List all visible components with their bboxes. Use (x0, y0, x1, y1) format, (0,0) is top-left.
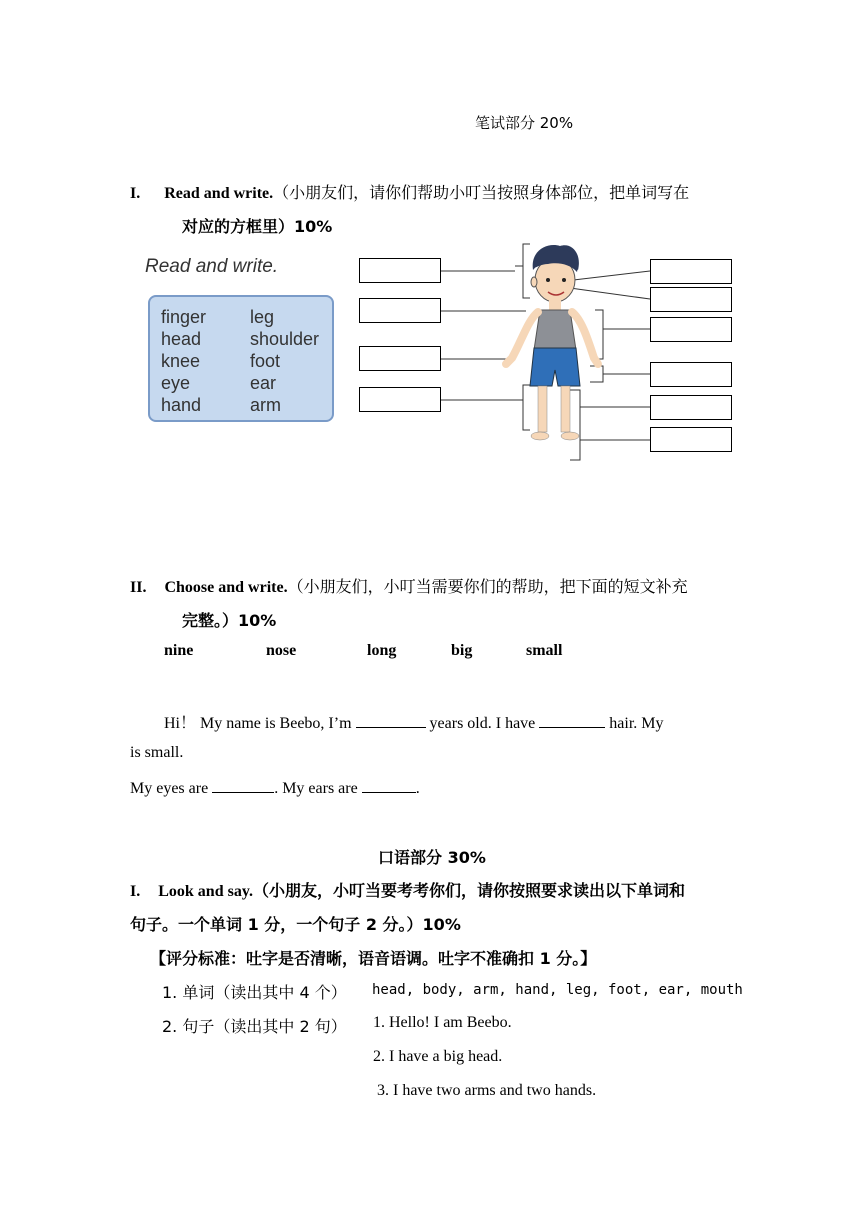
word-head: head (161, 329, 202, 349)
answer-box-left-2[interactable] (359, 298, 441, 323)
answer-box-left-1[interactable] (359, 258, 441, 283)
section2-heading-cont (182, 608, 276, 631)
passage-text-1b: years old. I have (429, 715, 536, 732)
option-nose: nose (266, 642, 297, 659)
blank-2[interactable] (539, 713, 605, 728)
passage-text-2c: . (415, 780, 420, 797)
passage-text-1a: Hi！ My name is Beebo, I’m (164, 715, 352, 732)
passage-text-1c: hair. My (609, 715, 664, 732)
oral-item1-words: head, body, arm, hand, leg, foot, ear, mouth (372, 982, 743, 998)
oral-section1-heading-cont: 句子。一个单词 1 分，一个句子 2 分。）10% (130, 915, 461, 934)
option-nine: nine (164, 642, 194, 659)
oral-section1-heading-en: Look and say. (158, 883, 253, 900)
oral-part-title: 口语部分 30% (378, 848, 486, 867)
word-leg: leg (250, 307, 275, 327)
section1-heading-cont (182, 214, 332, 237)
word-foot: foot (250, 351, 281, 371)
word-bank (148, 295, 334, 422)
scoring-criteria: 【评分标准：吐字是否清晰，语音语调。吐字不准确扣 1 分。】 (150, 949, 597, 968)
oral-item1-label: 1. 单词（读出其中 4 个） (162, 983, 347, 1002)
oral-section1-heading-cn: （小朋友，小叮当要考考你们，请你按照要求读出以下单词和 (252, 881, 685, 900)
section2-heading-en: Choose and write. (164, 579, 288, 596)
word-shoulder: shoulder (250, 329, 320, 349)
word-eye: eye (161, 373, 191, 393)
section1-heading-cn-2: 对应的方框里）10% (182, 217, 333, 236)
sentence-2: 2. I have a big head. (373, 1048, 503, 1065)
word-arm: arm (250, 395, 281, 415)
blank-3[interactable] (212, 778, 274, 793)
word-ear: ear (250, 373, 277, 393)
oral-section1-heading (130, 878, 740, 901)
boy-body-illustration (430, 240, 760, 465)
oral-section1-number: I. (130, 883, 141, 900)
section1-heading (130, 180, 740, 203)
section1-number: I. (130, 185, 141, 202)
passage-line-1 (164, 710, 734, 733)
sentence-1: 1. Hello! I am Beebo. (373, 1014, 512, 1031)
section2-heading-cn: （小朋友们，小叮当需要你们的帮助，把下面的短文补充 (287, 577, 688, 596)
word-finger: finger (161, 307, 207, 327)
figure-title: Read and write. (145, 256, 279, 277)
section2-heading-cn-2: 完整。）10% (182, 611, 277, 630)
option-big: big (451, 642, 473, 659)
section2-heading (130, 574, 740, 597)
passage-line-2: is small. (130, 744, 184, 761)
section2-number: II. (130, 579, 147, 596)
section1-heading-en: Read and write. (164, 185, 274, 202)
answer-box-left-3[interactable] (359, 346, 441, 371)
passage-text-2a: My eyes are (130, 780, 209, 797)
blank-1[interactable] (356, 713, 426, 728)
passage-text-2b: . My ears are (274, 780, 358, 797)
word-knee: knee (161, 351, 201, 371)
blank-4[interactable] (362, 778, 416, 793)
word-hand: hand (161, 395, 202, 415)
option-small: small (526, 642, 563, 659)
passage-line-3 (130, 778, 420, 798)
answer-box-left-4[interactable] (359, 387, 441, 412)
section1-heading-cn: （小朋友们，请你们帮助小叮当按照身体部位，把单词写在 (273, 183, 690, 202)
written-part-title: 笔试部分 20% (475, 114, 574, 132)
oral-item2-label: 2. 句子（读出其中 2 句） (162, 1017, 347, 1036)
option-long: long (367, 642, 397, 659)
sentence-3: 3. I have two arms and two hands. (377, 1082, 597, 1099)
